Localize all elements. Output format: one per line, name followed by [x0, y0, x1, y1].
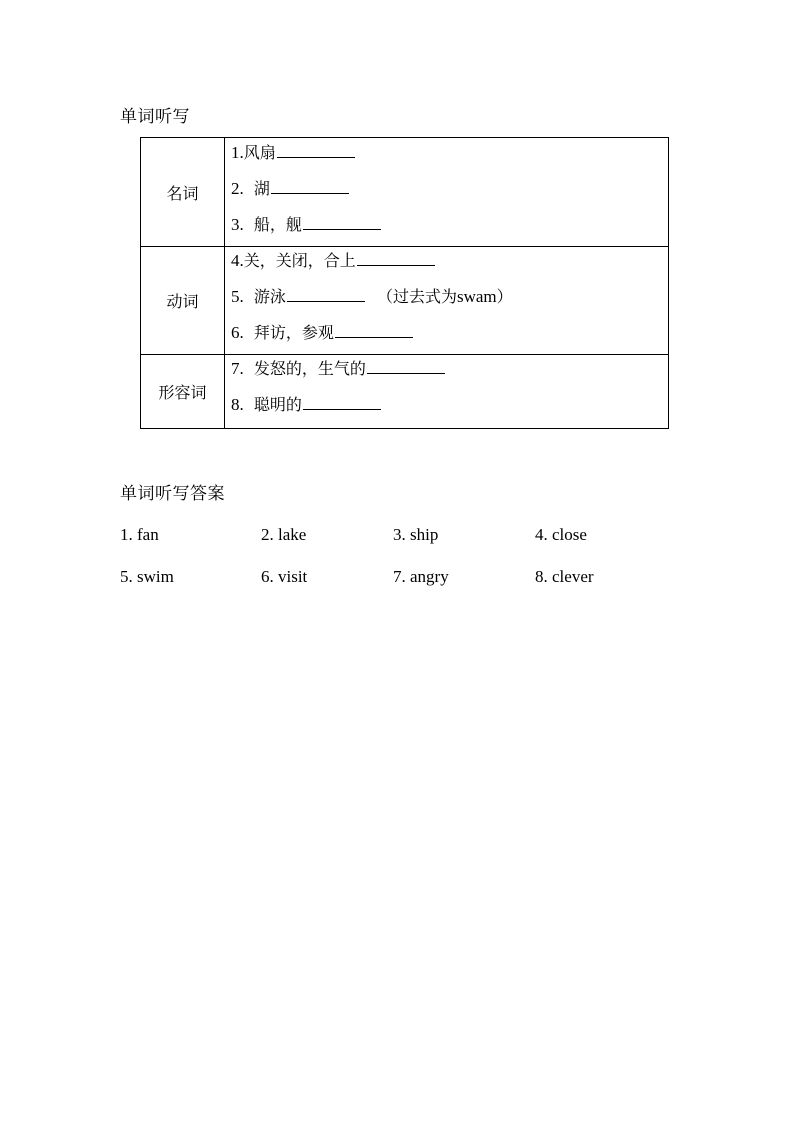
answer-item: 8. clever	[535, 567, 594, 586]
answer-item: 1. fan	[120, 525, 159, 544]
items-cell-adjectives	[225, 355, 669, 429]
item-number: 5.	[231, 287, 244, 306]
category-adjectives: 形容词	[141, 355, 225, 429]
vocab-item-6	[231, 320, 668, 354]
dictation-title: 单词听写	[120, 107, 190, 127]
item-number: 1.	[231, 143, 244, 162]
answer-blank	[335, 321, 413, 338]
answer-blank	[277, 141, 355, 158]
vocab-item-3	[231, 212, 668, 246]
vocab-item-1	[231, 138, 668, 176]
item-text: 船，舰	[253, 215, 302, 234]
item-number: 7.	[231, 359, 244, 378]
category-nouns: 名词	[141, 138, 225, 247]
vocab-item-8	[231, 392, 668, 428]
vocab-item-4	[231, 247, 668, 284]
item-text: 游泳	[253, 287, 286, 306]
answer-blank	[303, 393, 381, 410]
answer-blank	[357, 249, 435, 266]
answer-item: 3. ship	[393, 525, 439, 544]
items-cell-nouns	[225, 138, 669, 247]
items-cell-verbs	[225, 247, 669, 355]
past-tense-note: （过去式为swam）	[376, 287, 513, 306]
item-text: 湖	[253, 179, 270, 198]
answer-item: 7. angry	[393, 567, 449, 586]
item-number: 8.	[231, 395, 244, 414]
item-text: 风扇	[243, 143, 276, 162]
answer-item: 4. close	[535, 525, 587, 544]
answers-title: 单词听写答案	[120, 484, 225, 504]
answer-item: 6. visit	[261, 567, 308, 586]
item-number: 3.	[231, 215, 244, 234]
answer-item: 2. lake	[261, 525, 307, 544]
item-number: 4.	[231, 251, 244, 270]
table-row-nouns	[141, 138, 669, 247]
item-text: 聪明的	[253, 395, 302, 414]
category-verbs: 动词	[141, 247, 225, 355]
vocab-item-2	[231, 176, 668, 212]
item-number: 6.	[231, 323, 244, 342]
item-text: 发怒的，生气的	[253, 359, 366, 378]
item-text: 拜访，参观	[253, 323, 334, 342]
item-text: 关，关闭，合上	[243, 251, 356, 270]
answer-item: 5. swim	[120, 567, 174, 586]
vocab-item-7	[231, 355, 668, 392]
item-number: 2.	[231, 179, 244, 198]
table-row-adjectives	[141, 355, 669, 429]
answer-blank	[287, 285, 365, 302]
answer-blank	[367, 357, 445, 374]
answer-blank	[303, 213, 381, 230]
answer-blank	[271, 177, 349, 194]
vocab-item-5	[231, 284, 668, 320]
table-row-verbs	[141, 247, 669, 355]
vocabulary-table	[140, 137, 669, 429]
